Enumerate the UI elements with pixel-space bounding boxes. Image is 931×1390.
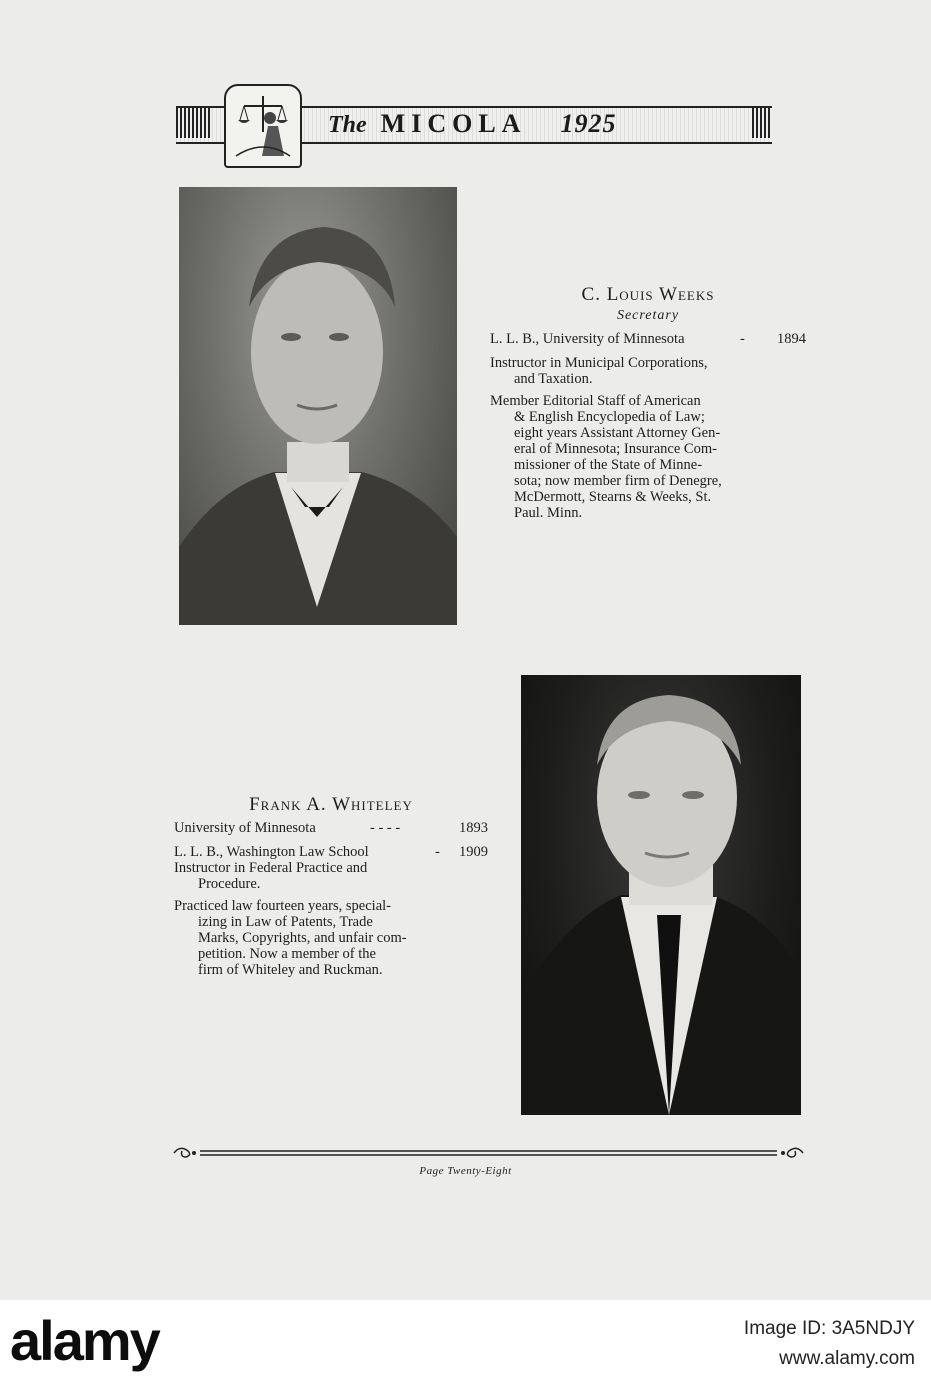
person1-bio-line: Paul. Minn. [514,505,583,521]
person1-bio [490,393,760,521]
person1-degree [490,331,806,347]
person2-instructor [174,860,440,892]
person1-name: C. Louis Weeks [581,284,715,305]
person2-instructor-line: Procedure. [198,876,261,892]
person1-instructor [490,355,760,387]
banner-year: 1925 [560,109,617,138]
person2-instructor-line: Instructor in Federal Practice and [174,860,368,876]
person1-bio-line: eight years Assistant Attorney Gen- [514,425,721,441]
person2-line2-year: 1909 [459,844,488,860]
banner-title [328,107,616,141]
person2-line1-text: University of Minnesota [174,820,316,836]
person2-bio-line: firm of Whiteley and Ruckman. [198,962,383,978]
person2-bio-line: Marks, Copyrights, and unfair com- [198,930,407,946]
person1-role: Secretary [616,308,680,323]
justice-emblem-icon [224,84,302,168]
person2-line1 [174,820,488,836]
person2-line1-year: 1893 [459,820,488,836]
person1-bio-line: missioner of the State of Minne- [514,457,703,473]
person2-line1-dashes: - - - - [370,820,401,836]
banner-micola: MICOLA [380,109,527,138]
person2-bio-line: Practiced law fourteen years, special- [174,898,391,914]
image-id-label: Image ID: 3A5NDJY [743,1318,915,1339]
person1-bio-line: McDermott, Stearns & Weeks, St. [514,489,712,505]
person2-name: Frank A. Whiteley [249,794,413,815]
person1-degree-text: L. L. B., University of Minnesota [490,331,685,347]
person1-degree-dash: - [740,331,745,347]
alamy-logo: alamy [10,1309,159,1372]
person2-line2 [174,844,488,860]
footer-ornament-rule [172,1143,805,1163]
person1-bio-line: sota; now member firm of Denegre, [514,473,722,489]
portrait-frank-a-whiteley [521,675,801,1115]
person1-instructor-line: and Taxation. [514,371,593,387]
page-number-label: Page Twenty-Eight [419,1165,512,1177]
person1-instructor-line: Instructor in Municipal Corporations, [490,355,708,371]
header-banner [176,84,772,164]
person2-line2-text: L. L. B., Washington Law School [174,844,369,860]
person2-bio-line: petition. Now a member of the [198,946,376,962]
portrait-c-louis-weeks [179,187,457,625]
banner-ornament-left [176,108,212,138]
person1-bio-line: Member Editorial Staff of American [490,393,701,409]
banner-the: The [328,112,367,138]
person1-degree-year: 1894 [777,331,806,347]
banner-ornament-right [752,108,772,138]
person2-bio-line: izing in Law of Patents, Trade [198,914,373,930]
person2-line2-dash: - [435,844,440,860]
person1-bio-line: & English Encyclopedia of Law; [514,409,705,425]
person1-bio-line: eral of Minnesota; Insurance Com- [514,441,717,457]
person2-bio [174,898,440,978]
watermark-url: www.alamy.com [779,1348,915,1369]
